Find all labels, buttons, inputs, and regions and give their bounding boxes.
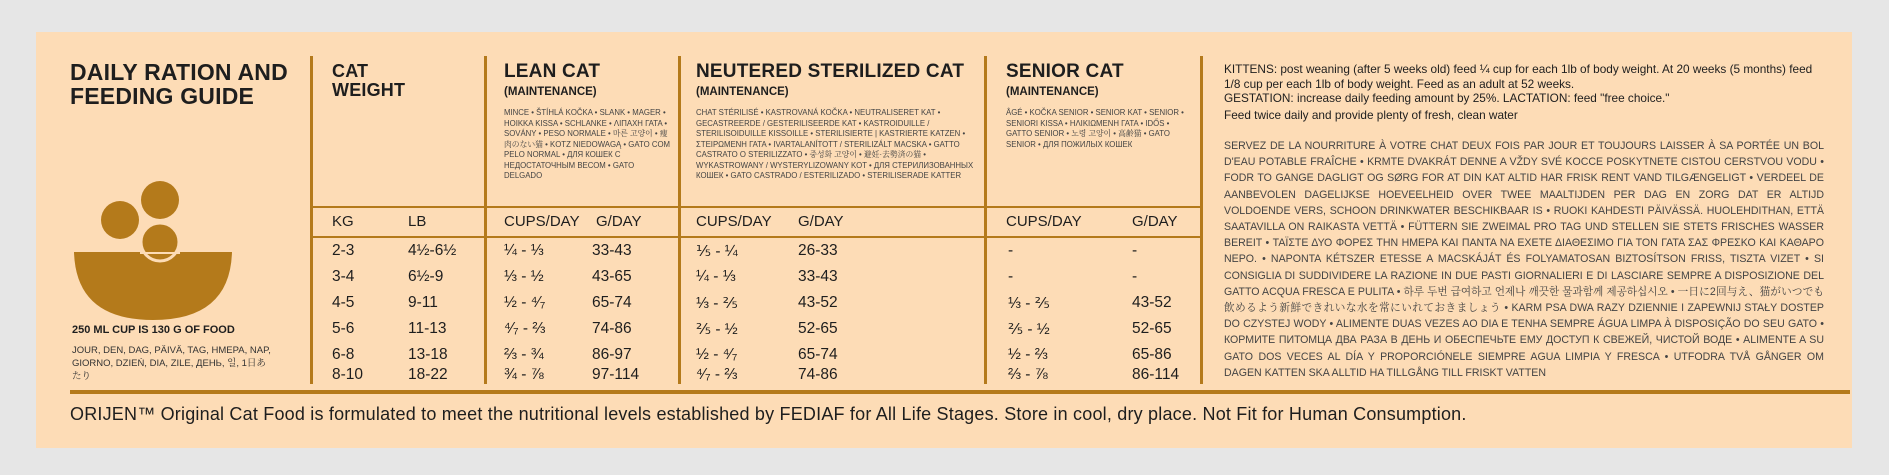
gestation-text: GESTATION: increase daily feeding amount by 25%. LACTATION: feed "free choice.": [1224, 91, 1670, 106]
senior-cat-heading: SENIOR CAT: [1006, 61, 1124, 82]
kg-cell: 8-10: [332, 366, 364, 383]
kitten-instructions: [1224, 62, 1824, 122]
neutered-cat-subtitle: (MAINTENANCE): [696, 86, 789, 98]
lean-cups-cell: ⅔ - ¾: [504, 346, 544, 363]
neutered-cat-heading: NEUTERED STERILIZED CAT: [696, 61, 965, 82]
lean-cups-cell: ⅓ - ½: [504, 268, 544, 285]
senior-grams-cell: -: [1132, 268, 1138, 285]
cup-size-note: 250 ML CUP IS 130 G OF FOOD: [72, 324, 235, 336]
neutered-grams-cell: 74-86: [798, 366, 838, 383]
senior-grams-cell: 43-52: [1132, 294, 1172, 311]
table-header-rule: [312, 236, 1200, 238]
day-translations: JOUR, DEN, DAG, PÄIVÄ, TAG, HMEPA, NAP, GIORNO, DZIEŃ, DIA, ZILE, ДЕНЬ, 일, 1日あたり: [72, 345, 271, 382]
table-top-rule: [312, 206, 1200, 208]
neutered-grams-cell: 52-65: [798, 320, 838, 337]
senior-cups-cell: -: [1008, 268, 1014, 285]
senior-grams-cell: 65-86: [1132, 346, 1172, 363]
lean-grams-cell: 65-74: [592, 294, 632, 311]
divider: [678, 56, 681, 384]
lean-grams-header: G/DAY: [596, 213, 642, 230]
lb-cell: 13-18: [408, 346, 448, 363]
weight-heading-line2: WEIGHT: [332, 79, 406, 100]
neutered-cat-translations: CHAT STÉRILISÉ • KASTROVANÁ KOČKA • NEUTRALISERET KAT • GECASTREERDE / GESTERILISEERDE KAT • KASTROIDUILLE / STERILISOIDUILLE KISSOILLE • STERILISIERTE | KASTRIERTE KATZEN • ΣΤΕΙΡΩΜΕΝΗ ΓΑΤΑ • IVARTALANÍTOTT / STERILIZÁLT MACSKA • GATTO CASTRATO O STERILIZZATO • 중성화 고양이 • 避妊·去勢済の猫 • WYKASTROWANY / WYSTERYLIZOWANY KOT • ДЛЯ СТЕРИЛИЗОВАННЫХ КОШЕК • GATO CASTRADO / ESTERILIZADO • STERILISERADE KATTER: [696, 108, 974, 180]
divider: [310, 56, 313, 384]
neutered-cups-header: CUPS/DAY: [696, 213, 772, 230]
multilingual-feeding-text: SERVEZ DE LA NOURRITURE À VOTRE CHAT DEUX FOIS PAR JOUR ET TOUJOURS LAISSER À SA PORTÉE UN BOL D'EAU POTABLE FRAÎCHE • KRMTE DVAKRÁT DENNE A VŽDY SVÉ KOCCE POSKYTNETE CISTOU CERSTVOU VODU • FODR TO GANGE DAGLIGT OG SØRG FOR AT DIN KAT ALTID HAR FRISK RENT VAND TILGÆNGELIGT • VERDEEL DE AANBEVOLEN DAGELIJKSE HOEVEELHEID OVER TWEE MAALTIJDEN PER DAG EN ZORG DAT ER ALTIJD VOLDOENDE VERS, SCHOON DRINKWATER BESCHIKBAAR IS • RUOKI KAHDESTI PÄIVÄSSÄ. HUOLEHDITHAN, ETTÄ SAATAVILLA ON RAIKASTA VETTÄ • FÜTTERN SIE ZWEIMAL PRO TAG UND STELLEN SIE STETS FRISCHES WASSER BEREIT • ΤΑΪΣΤΕ ΔΥΟ ΦΟΡΕΣ ΤΗΝ ΗΜΕΡΑ ΚΑΙ ΠΑΝΤΑ ΝΑ ΕΧΕΤΕ ΔΙΑΘΕΣΙΜΟ ΓΙΑ ΤΟΝ ΓΑΤΑ ΣΑΣ ΦΡΕΣΚΟ ΚΑΙ ΚΑΘΑΡΟ ΝΕΡΟ. • NAPONTA KÉTSZER ETESSE A MACSKÁJÁT ÉS FOLYAMATOSAN BIZTOSÍTSON FRISS, TISZTA VIZET • SI CONSIGLIA DI SUDDIVIDERE LA RAZIONE IN DUE PASTI GIORNALIERI E DI LASCIARE SEMPRE A DISPOSIZIONE DEL GATTO ACQUA FRESCA E PULITA • 하루 두번 급여하고 언제나 깨끗한 물과함께 제공하십시오 • 一日に2回与え、猫がいつでも飲めるよう新鮮できれいな水を常にいれておきましょう • KARM PSA DWA RAZY DZIENNIE I ZAPEWNIJ STAŁY DOSTEP DO CZYSTEJ WODY • ALIMENTE DUAS VEZES AO DIA E TENHA SEMPRE ÁGUA LIMPA À DISPOSIÇÃO DO SEU GATO • КОРМИТЕ ПИТОМЦА ДВА РАЗА В ДЕНЬ И ОБЕСПЕЧЬТЕ ЕМУ ДОСТУП К СВЕЖЕЙ, ЧИСТОЙ ВОДЕ • ALIMENTE A SU GATO DOS VECES AL DÍA Y PROPORCIÓNELE SIEMPRE AGUA LIMPIA Y FRESCA • UTFODRA TVÅ GÅNGER OM DAGEN KATTEN SKA ALLTID HA TILLGÅNG TILL FRISKT VATTEN: [1224, 140, 1824, 379]
kg-header: KG: [332, 213, 354, 230]
senior-cups-cell: ⅖ - ½: [1008, 321, 1050, 338]
kg-cell: 6-8: [332, 346, 355, 363]
lean-grams-cell: 33-43: [592, 242, 632, 259]
lb-header: LB: [408, 213, 427, 230]
neutered-cups-cell: ⁴⁄₇ - ⅔: [696, 366, 738, 383]
lean-cups-cell: ⁴⁄₇ - ⅔: [504, 320, 546, 337]
lean-cat-translations: MINCE • ŠTÍHLÁ KOČKA • SLANK • MAGER • HOIKKA KISSA • SCHLANKE • ΛΙΠΑΧΗ ΓΑΤΑ • SOVÁNY • PESO NORMALE • 마른 고양이 • 痩肉のない猫 • KOTZ NIEDOWAGĄ • GATO COM PELO NORMAL • ДЛЯ КОШЕК С НЕДОСТАТОЧНЫМ ВЕСОМ • GATO DELGADO: [504, 108, 671, 180]
neutered-cups-cell: ⅓ - ⅖: [696, 295, 738, 312]
senior-cat-translations: ÂGÉ • KOČKA SENIOR • SENIOR KAT • SENIOR • SENIORI KISSA • ΗΛΙΚΙΩΜΕΝΗ ΓΑΤΑ • IDŐS • GATTO SENIOR • 노령 고양이 • 高齢猫 • GATO SENIOR • ДЛЯ ПОЖИЛЫХ КОШЕК: [1006, 108, 1184, 149]
kg-cell: 3-4: [332, 268, 355, 285]
lean-grams-cell: 86-97: [592, 346, 632, 363]
divider: [984, 56, 987, 384]
lean-cups-header: CUPS/DAY: [504, 213, 580, 230]
lb-cell: 11-13: [408, 320, 447, 337]
lb-cell: 9-11: [408, 294, 438, 311]
lb-cell: 4½-6½: [408, 242, 457, 259]
weight-heading: [332, 62, 405, 100]
footer-rule: [70, 390, 1850, 394]
neutered-cups-cell: ⅕ - ¼: [696, 243, 738, 260]
lean-grams-cell: 43-65: [592, 268, 632, 285]
lean-cat-heading: LEAN CAT: [504, 61, 601, 82]
neutered-grams-header: G/DAY: [798, 213, 844, 230]
senior-grams-header: G/DAY: [1132, 213, 1178, 230]
neutered-grams-cell: 65-74: [798, 346, 838, 363]
kitten-feeding-text: KITTENS: post weaning (after 5 weeks old) feed ¼ cup for each 1lb of body weight. At 20 weeks (5 months) feed 1/8 cup per each 1lb of body weight. Feed as an adult at 52 weeks.: [1224, 62, 1813, 91]
feed-twice-text: Feed twice daily and provide plenty of fresh, clean water: [1224, 107, 1518, 122]
neutered-grams-cell: 33-43: [798, 268, 838, 285]
footer-statement: ORIJEN™ Original Cat Food is formulated to meet the nutritional levels established by FEDIAF for All Life Stages. Store in cool, dry place. Not Fit for Human Consumption.: [70, 404, 1467, 424]
neutered-cups-cell: ¼ - ⅓: [696, 268, 736, 285]
kg-cell: 5-6: [332, 320, 355, 337]
lean-cat-subtitle: (MAINTENANCE): [504, 86, 597, 98]
lean-cups-cell: ½ - ⁴⁄₇: [504, 294, 546, 311]
neutered-grams-cell: 43-52: [798, 294, 838, 311]
lean-grams-cell: 74-86: [592, 320, 632, 337]
guide-title: DAILY RATION AND FEEDING GUIDE: [70, 59, 288, 110]
weight-heading-line1: CAT: [332, 61, 369, 81]
lb-cell: 6½-9: [408, 268, 444, 285]
lb-cell: 18-22: [408, 366, 448, 383]
lean-grams-cell: 97-114: [592, 366, 640, 383]
senior-cat-subtitle: (MAINTENANCE): [1006, 86, 1099, 98]
neutered-cups-cell: ⅖ - ½: [696, 321, 738, 338]
senior-grams-cell: 52-65: [1132, 320, 1172, 337]
divider: [484, 56, 487, 384]
divider: [1200, 56, 1203, 384]
kg-cell: 4-5: [332, 294, 355, 311]
kg-cell: 2-3: [332, 242, 355, 259]
senior-cups-cell: ⅔ - ⅞: [1008, 366, 1048, 383]
neutered-cups-cell: ½ - ⁴⁄₇: [696, 346, 738, 363]
senior-cups-header: CUPS/DAY: [1006, 213, 1082, 230]
senior-grams-cell: -: [1132, 242, 1138, 259]
food-bowl-icon: [70, 172, 235, 320]
senior-grams-cell: 86-114: [1132, 366, 1180, 383]
lean-cups-cell: ¾ - ⅞: [504, 366, 544, 383]
senior-cups-cell: -: [1008, 242, 1014, 259]
senior-cups-cell: ⅓ - ⅖: [1008, 295, 1050, 312]
lean-cups-cell: ¼ - ⅓: [504, 242, 544, 259]
senior-cups-cell: ½ - ⅔: [1008, 346, 1048, 363]
neutered-grams-cell: 26-33: [798, 242, 838, 259]
feeding-guide-label: [36, 32, 1852, 448]
